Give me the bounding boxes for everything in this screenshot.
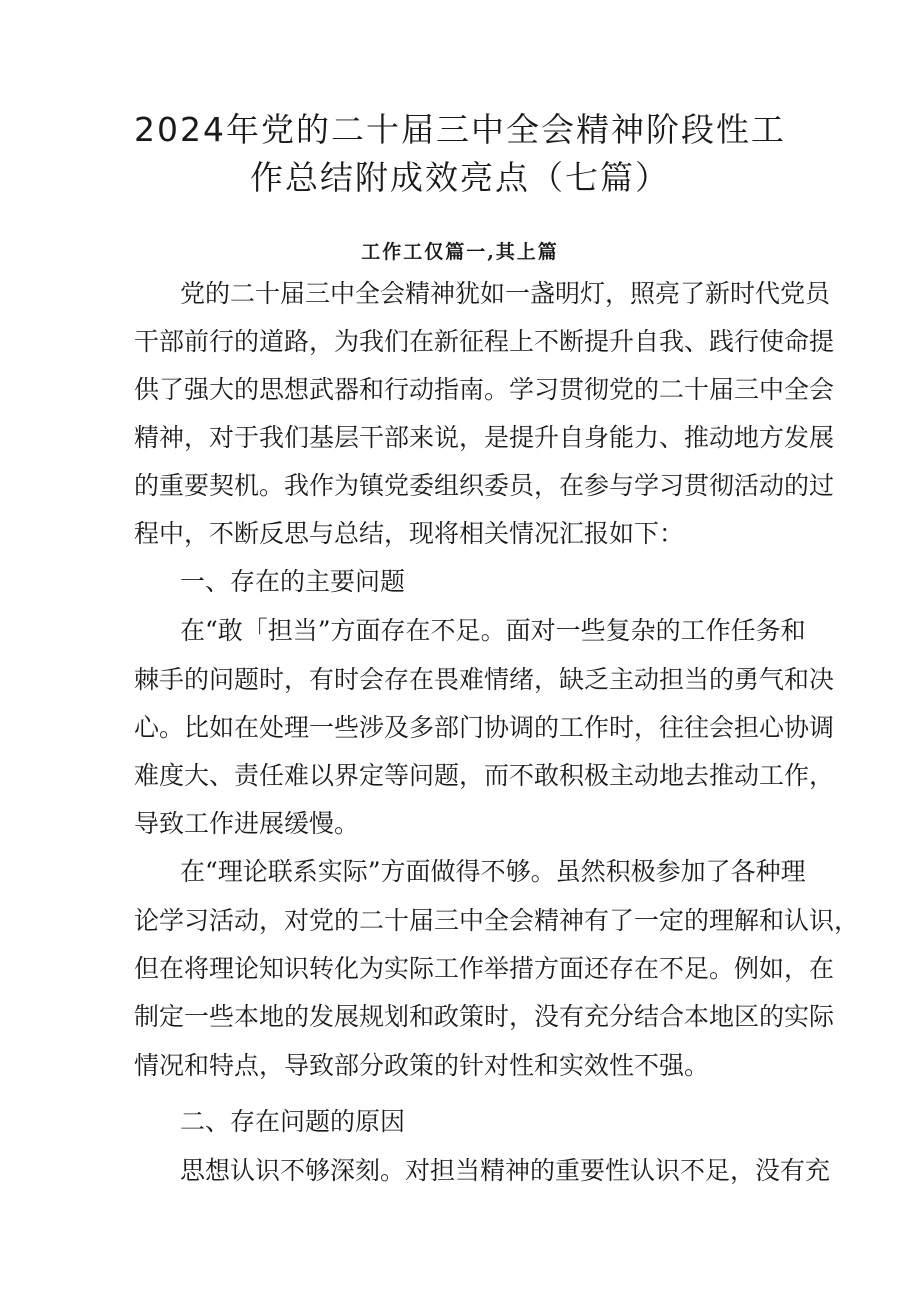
document-title-line-1: 2024年党的二十届三中全会精神阶段性工 xyxy=(134,110,786,149)
paragraph-3-line-3: 但在将理论知识转化为实际工作举措方面还存在不足。例如，在 xyxy=(134,954,835,983)
paragraph-3-line-2: 论学习活动，对党的二十届三中全会精神有了一定的理解和认识， xyxy=(134,906,860,935)
paragraph-3-line-4: 制定一些本地的发展规划和政策时，没有充分结合本地区的实际 xyxy=(134,1002,835,1031)
paragraph-2-line-1: 在“敢「担当”方面存在不足。面对一些复杂的工作任务和 xyxy=(180,616,806,645)
document-subtitle: 工作工仅篇一,其上篇 xyxy=(361,241,559,263)
paragraph-1-line-2: 干部前行的道路，为我们在新征程上不断提升自我、践行使命提 xyxy=(134,327,835,356)
paragraph-2-line-3: 心。比如在处理一些涉及多部门协调的工作时，往往会担心协调 xyxy=(134,713,835,742)
section-heading-2: 二、存在问题的原因 xyxy=(180,1107,406,1136)
paragraph-1-line-6: 程中，不断反思与总结，现将相关情况汇报如下： xyxy=(134,519,685,548)
paragraph-1-line-3: 供了强大的思想武器和行动指南。学习贯彻党的二十届三中全会 xyxy=(134,375,835,404)
paragraph-1-line-1: 党的二十届三中全会精神犹如一盏明灯，照亮了新时代党员 xyxy=(180,279,831,308)
paragraph-2-line-4: 难度大、责任难以界定等问题，而不敢积极主动地去推动工作， xyxy=(134,761,835,790)
paragraph-3-line-1: 在“理论联系实际”方面做得不够。虽然积极参加了各种理 xyxy=(180,857,806,886)
paragraph-1-line-4: 精神，对于我们基层干部来说，是提升自身能力、推动地方发展 xyxy=(134,423,835,452)
paragraph-2-line-5: 导致工作进展缓慢。 xyxy=(134,809,360,838)
paragraph-3-line-5: 情况和特点，导致部分政策的针对性和实效性不强。 xyxy=(134,1051,710,1080)
paragraph-2-line-2: 棘手的问题时，有时会存在畏难情绪，缺乏主动担当的勇气和决 xyxy=(134,665,835,694)
document-title-line-2: 作总结附成效亮点（七篇） xyxy=(250,158,670,197)
paragraph-1-line-5: 的重要契机。我作为镇党委组织委员，在参与学习贯彻活动的过 xyxy=(134,471,835,500)
paragraph-4-line-1: 思想认识不够深刻。对担当精神的重要性认识不足，没有充 xyxy=(180,1156,831,1185)
section-heading-1: 一、存在的主要问题 xyxy=(180,567,406,596)
